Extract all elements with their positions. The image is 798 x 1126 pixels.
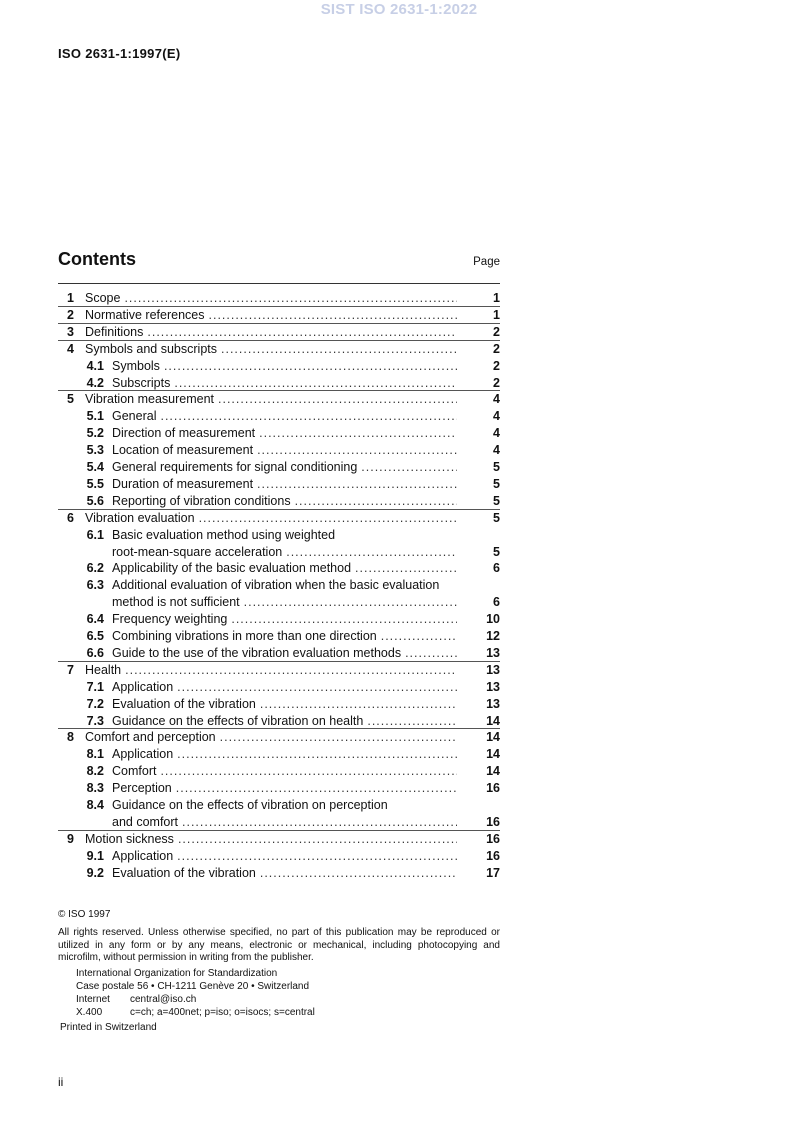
leader-dots	[260, 866, 457, 880]
leader-dots	[147, 325, 457, 339]
toc-entry-title-wrap	[112, 746, 457, 762]
toc-entry-title: Basic evaluation method using weighted	[112, 528, 339, 542]
toc-entry-title-wrap	[112, 544, 457, 560]
leader-dots	[257, 443, 457, 457]
toc-entry-title-wrap	[85, 307, 457, 323]
toc-entry-title: Reporting of vibration conditions	[112, 494, 295, 508]
watermark: SIST ISO 2631-1:2022	[320, 1, 478, 18]
toc-entry-page: 2	[493, 324, 500, 339]
leader-dots	[177, 849, 457, 863]
toc-entry-page: 14	[486, 747, 500, 762]
document-id: ISO 2631-1:1997(E)	[58, 46, 181, 61]
toc-entry-title: Definitions	[85, 325, 147, 339]
toc-entry-title-wrap	[112, 459, 457, 475]
toc-entry[interactable]	[0, 679, 798, 695]
toc-entry-page: 6	[493, 595, 500, 610]
toc-entry-continuation[interactable]	[0, 594, 798, 610]
toc-entry-page: 4	[493, 426, 500, 441]
toc-entry[interactable]	[0, 865, 798, 881]
toc-entry-title: Symbols and subscripts	[85, 342, 221, 356]
internet-label: Internet	[76, 994, 110, 1005]
toc-entry-title-wrap	[85, 729, 457, 745]
toc-entry-title-wrap	[112, 408, 457, 424]
toc-entry-title: Applicability of the basic evaluation method	[112, 561, 355, 575]
toc-entry-title: General requirements for signal conditioning	[112, 460, 361, 474]
toc-entry-title-wrap	[112, 611, 457, 627]
toc-entry-page: 16	[486, 781, 500, 796]
toc-entry-title-wrap	[85, 324, 457, 340]
toc-entry-title-wrap	[85, 510, 457, 526]
toc-entry-page: 13	[486, 662, 500, 677]
copyright-notice: © ISO 1997	[58, 909, 111, 920]
toc-entry-title: Frequency weighting	[112, 612, 231, 626]
toc-entry-page: 2	[493, 375, 500, 390]
leader-dots	[259, 426, 457, 440]
internet-address: central@iso.ch	[130, 994, 197, 1005]
toc-entry-page: 16	[486, 848, 500, 863]
toc-entry[interactable]	[0, 375, 798, 391]
toc-entry-page: 6	[493, 561, 500, 576]
toc-entry-number: 9.1	[86, 848, 104, 863]
contents-heading: Contents	[58, 249, 136, 269]
toc-entry-title: Symbols	[112, 359, 164, 373]
x400-line	[76, 1007, 315, 1020]
leader-dots	[355, 561, 457, 575]
toc-entry-page: 13	[486, 696, 500, 711]
leader-dots	[405, 646, 457, 660]
toc-entry[interactable]	[0, 324, 798, 340]
leader-dots	[286, 545, 457, 559]
toc-entry-title-wrap	[112, 577, 457, 593]
toc-entry-title: Location of measurement	[112, 443, 257, 457]
toc-entry[interactable]	[0, 527, 798, 543]
toc-entry-title: Scope	[85, 291, 124, 305]
toc-entry-title: Health	[85, 663, 125, 677]
toc-entry-page: 4	[493, 392, 500, 407]
toc-entry-number: 9	[67, 831, 74, 846]
toc-entry-number: 8.2	[86, 764, 104, 779]
x400-address: c=ch; a=400net; p=iso; o=isocs; s=central	[130, 1007, 315, 1018]
toc-entry-number: 5.6	[86, 493, 104, 508]
toc-entry-page: 5	[493, 476, 500, 491]
toc-entry[interactable]	[0, 831, 798, 847]
toc-entry-page: 2	[493, 358, 500, 373]
toc-entry-number: 6	[67, 510, 74, 525]
leader-dots	[164, 359, 457, 373]
toc-entry-number: 7	[67, 662, 74, 677]
leader-dots	[361, 460, 457, 474]
toc-entry[interactable]	[0, 763, 798, 779]
toc-entry[interactable]	[0, 341, 798, 357]
toc-entry-number: 5	[67, 392, 74, 407]
toc-entry-page: 14	[486, 730, 500, 745]
toc-entry-page: 4	[493, 409, 500, 424]
toc-entry-title: Perception	[112, 781, 176, 795]
toc-entry-number: 8	[67, 730, 74, 745]
toc-entry-number: 5.3	[86, 443, 104, 458]
toc-entry-continuation[interactable]	[0, 544, 798, 560]
leader-dots	[367, 714, 457, 728]
leader-dots	[381, 629, 457, 643]
leader-dots	[177, 747, 457, 761]
page-column-label: Page	[473, 256, 500, 268]
toc-entry-number: 8.4	[86, 798, 104, 812]
toc-entry-title-wrap	[112, 645, 457, 661]
toc-entry-number: 5.1	[86, 409, 104, 424]
leader-dots	[125, 663, 457, 677]
toc-entry-title-wrap	[85, 831, 457, 847]
leader-dots	[257, 477, 457, 491]
toc-entry[interactable]	[0, 713, 798, 729]
toc-entry-title-wrap	[112, 628, 457, 644]
toc-entry[interactable]	[0, 729, 798, 745]
toc-entry-title: Additional evaluation of vibration when the basic evaluation	[112, 578, 443, 592]
toc-entry-page: 10	[486, 612, 500, 627]
toc-entry-number: 3	[67, 324, 74, 339]
toc-entry-title: Direction of measurement	[112, 426, 259, 440]
organization-name: International Organization for Standardization	[76, 968, 278, 979]
toc-entry-page: 5	[493, 493, 500, 508]
toc-entry-title: Motion sickness	[85, 832, 178, 846]
toc-entry-title: Subscripts	[112, 376, 174, 390]
toc-entry-title: Guidance on the effects of vibration on health	[112, 714, 367, 728]
leader-dots	[176, 781, 457, 795]
leader-dots	[295, 494, 457, 508]
toc-entry[interactable]	[0, 493, 798, 509]
toc-entry-title-wrap	[112, 358, 457, 374]
toc-entry-continuation[interactable]	[0, 814, 798, 830]
toc-entry-number: 6.3	[86, 578, 104, 593]
toc-entry-title: Application	[112, 680, 177, 694]
toc-entry-title-wrap	[112, 594, 457, 610]
toc-entry-title: Comfort	[112, 764, 160, 778]
toc-entry[interactable]	[0, 358, 798, 374]
toc-entry[interactable]	[0, 425, 798, 441]
toc-entry-title: Evaluation of the vibration	[112, 697, 260, 711]
toc-entry[interactable]	[0, 290, 798, 306]
toc-entry[interactable]	[0, 560, 798, 576]
toc-entry-page: 5	[493, 544, 500, 559]
toc-entry-title: Guide to the use of the vibration evaluation methods	[112, 646, 405, 660]
toc-entry-title-wrap	[112, 679, 457, 695]
toc-entry[interactable]	[0, 307, 798, 323]
toc-entry-page: 5	[493, 510, 500, 525]
toc-entry[interactable]	[0, 780, 798, 796]
toc-entry-number: 7.1	[86, 679, 104, 694]
toc-entry[interactable]	[0, 696, 798, 712]
leader-dots	[220, 730, 457, 744]
leader-dots	[177, 680, 457, 694]
rights-statement: All rights reserved. Unless otherwise specified, no part of this publication may be reproduced or utilized in any form or by any means, electronic or mechanical, including photocopying and microfilm, without permission in writing from the publisher.	[58, 927, 500, 963]
toc-entry-title: Application	[112, 747, 177, 761]
toc-entry-number: 6.5	[86, 629, 104, 643]
toc-entry-number: 4	[67, 341, 74, 356]
toc-entry-title: Normative references	[85, 308, 209, 322]
toc-entry-page: 13	[486, 679, 500, 694]
toc-entry-number: 4.2	[86, 375, 104, 390]
toc-entry-title-wrap	[112, 560, 457, 576]
leader-dots	[260, 697, 457, 711]
toc-entry-page: 2	[493, 341, 500, 356]
toc-entry-number: 6.1	[86, 527, 104, 542]
toc-entry-number: 5.2	[86, 426, 104, 441]
toc-entry-title: Vibration measurement	[85, 392, 218, 406]
leader-dots	[160, 764, 457, 778]
toc-entry-number: 5.4	[86, 460, 104, 474]
leader-dots	[231, 612, 457, 626]
toc-entry[interactable]	[0, 510, 798, 526]
toc-entry-title: Application	[112, 849, 177, 863]
toc-entry-page: 5	[493, 460, 500, 474]
leader-dots	[209, 308, 458, 322]
toc-entry-title-wrap	[112, 865, 457, 881]
toc-entry-title-wrap	[112, 527, 457, 543]
toc-entry[interactable]	[0, 746, 798, 762]
leader-dots	[244, 595, 457, 609]
toc-entry-number: 5.5	[86, 476, 104, 491]
leader-dots	[174, 376, 457, 390]
toc-top-rule	[58, 283, 500, 284]
printed-in: Printed in Switzerland	[60, 1022, 157, 1033]
page-number: ii	[58, 1075, 64, 1089]
toc-entry-title-wrap	[112, 814, 457, 830]
toc-entry-title-wrap	[112, 375, 457, 391]
toc-entry-title-wrap	[112, 493, 457, 509]
toc-entry[interactable]	[0, 442, 798, 458]
toc-entry[interactable]	[0, 459, 798, 475]
toc-entry-title-wrap	[112, 713, 457, 729]
toc-entry-number: 6.2	[86, 561, 104, 576]
toc-entry-number: 2	[67, 307, 74, 322]
toc-entry[interactable]	[0, 391, 798, 407]
toc-entry-number: 4.1	[86, 358, 104, 373]
leader-dots	[221, 342, 457, 356]
toc-entry-title-wrap	[112, 476, 457, 492]
toc-entry-title-wrap	[112, 848, 457, 864]
toc-entry-title-wrap	[85, 290, 457, 306]
toc-entry-title: General	[112, 409, 160, 423]
internet-line	[76, 994, 196, 1007]
toc-entry-page: 16	[486, 814, 500, 829]
toc-entry-number: 7.3	[86, 713, 104, 728]
toc-entry-number: 8.1	[86, 747, 104, 762]
toc-entry-page: 17	[486, 865, 500, 880]
toc-entry-page: 1	[493, 307, 500, 322]
toc-entry-title: Comfort and perception	[85, 730, 220, 744]
leader-dots	[178, 832, 457, 846]
leader-dots	[199, 511, 457, 525]
toc-entry-title-wrap	[85, 391, 457, 407]
toc-entry-page: 1	[493, 291, 500, 305]
toc-entry-title-wrap	[112, 696, 457, 712]
toc-entry-title-continuation: method is not sufficient	[112, 595, 244, 609]
toc-entry-number: 6.6	[86, 645, 104, 660]
toc-entry-title: Vibration evaluation	[85, 511, 199, 525]
toc-entry-number: 8.3	[86, 781, 104, 796]
leader-dots	[182, 815, 457, 829]
toc-entry[interactable]	[0, 611, 798, 627]
toc-entry-title-wrap	[112, 425, 457, 441]
toc-entry-page: 14	[486, 764, 500, 779]
toc-entry-number: 7.2	[86, 696, 104, 711]
toc-entry-page: 12	[486, 629, 500, 643]
toc-entry-number: 6.4	[86, 612, 104, 627]
toc-entry[interactable]	[0, 577, 798, 593]
toc-entry[interactable]	[0, 662, 798, 678]
toc-entry-title: Combining vibrations in more than one direction	[112, 629, 381, 643]
toc-entry-page: 14	[486, 713, 500, 728]
toc-entry-title-continuation: root-mean-square acceleration	[112, 545, 286, 559]
toc-entry-title-wrap	[85, 662, 457, 678]
toc-entry-title: Evaluation of the vibration	[112, 866, 260, 880]
toc-entry-page: 4	[493, 443, 500, 458]
leader-dots	[124, 291, 457, 305]
leader-dots	[218, 392, 457, 406]
toc-entry-page: 13	[486, 645, 500, 660]
toc-entry[interactable]	[0, 476, 798, 492]
toc-entry-number: 1	[67, 291, 74, 305]
toc-entry-title: Duration of measurement	[112, 477, 257, 491]
toc-entry-title-wrap	[85, 341, 457, 357]
toc-entry[interactable]	[0, 628, 798, 644]
toc-entry-title-wrap	[112, 442, 457, 458]
toc-entry[interactable]	[0, 408, 798, 424]
toc-entry-page: 16	[486, 831, 500, 846]
toc-entry[interactable]	[0, 797, 798, 813]
x400-label: X.400	[76, 1007, 103, 1018]
toc-entry-title-wrap	[112, 797, 457, 813]
toc-entry-number: 9.2	[86, 865, 104, 880]
toc-entry-title-continuation: and comfort	[112, 815, 182, 829]
toc-entry[interactable]	[0, 645, 798, 661]
toc-entry[interactable]	[0, 848, 798, 864]
toc-entry-title: Guidance on the effects of vibration on perception	[112, 798, 392, 812]
leader-dots	[160, 409, 457, 423]
toc-entry-title-wrap	[112, 780, 457, 796]
toc-entry-title-wrap	[112, 763, 457, 779]
postal-address: Case postale 56 • CH-1211 Genève 20 • Switzerland	[76, 981, 310, 992]
